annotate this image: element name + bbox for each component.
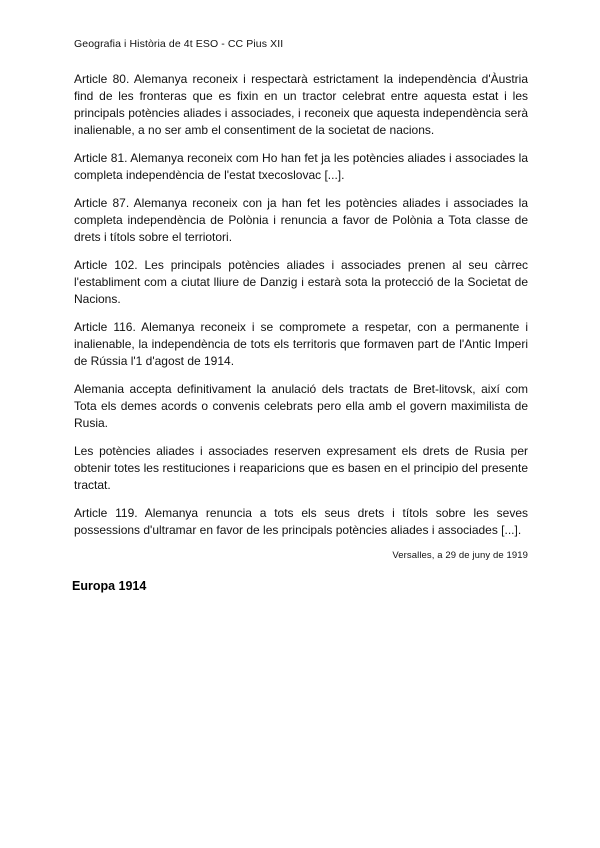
article-80-paragraph: Article 80. Alemanya reconeix i respectarà estrictament la independència d'Àustria find de les fronteras que es fixin en un tractor celebrat entre aquesta estat i les principals potències aliades i associades, i reconeix que aquesta independència serà inalienable, a no ser amb el consentiment de la societat de nacions. [74,72,528,137]
article-116-paragraph: Article 116. Alemanya reconeix i se compromete a respetar, con a permanente i inalienable, la independència de tots els territoris que formaven part de l'Antic Imperi de Rússia l'1 d'agost de 1914. [74,320,528,368]
section-title: Europa 1914 [72,579,147,593]
document-body [74,71,528,561]
brest-litovsk-paragraph: Alemania accepta definitivament la anulació dels tractats de Bret-litovsk, així com Tota els demes acords o convenis celebrats pero ella amb el govern maximilista de Rusia. [74,382,528,430]
article-87-paragraph: Article 87. Alemanya reconeix con ja han fet les potències aliades i associades la completa independència de Polònia i renuncia a favor de Polònia a Tota classe de drets i títols sobre el terriotori. [74,196,528,244]
page-header: Geografia i Història de 4t ESO - CC Pius XII [74,38,284,50]
signature-line: Versalles, a 29 de juny de 1919 [392,550,528,561]
article-81-paragraph: Article 81. Alemanya reconeix com Ho han fet ja les potències aliades i associades la completa independència de l'estat txecoslovac [...]. [74,151,528,182]
article-102-paragraph: Article 102. Les principals potències aliades i associades prenen al seu càrrec l'establiment com a ciutat lliure de Danzig i estarà sota la protecció de la Societat de Nacions. [74,258,528,306]
article-119-paragraph: Article 119. Alemanya renuncia a tots els seus drets i títols sobre les seves possessions d'ultramar en favor de les principals potències aliades i associades [...]. [74,506,528,537]
russia-rights-paragraph: Les potències aliades i associades reserven expresament els drets de Rusia per obtenir totes les restituciones i reaparicions que es basen en el principio del presente tractat. [74,444,528,492]
